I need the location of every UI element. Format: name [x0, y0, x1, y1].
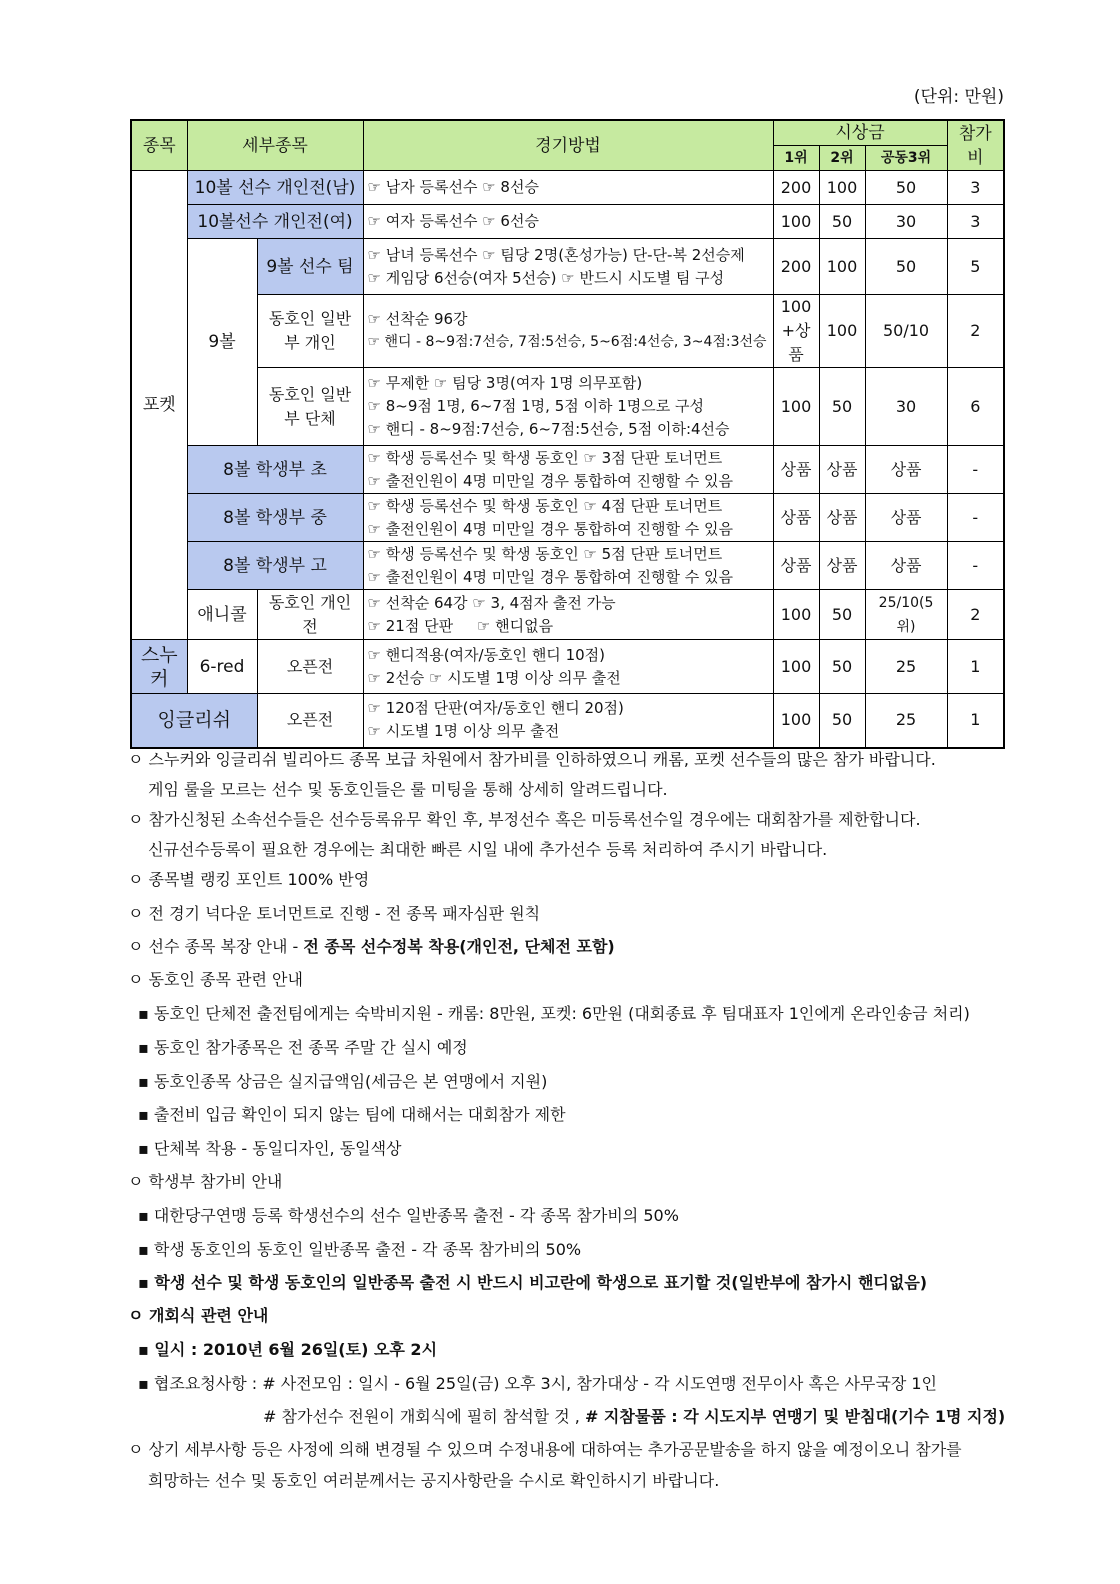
- prize-2: 100: [819, 171, 865, 205]
- table-row: [131, 368, 1004, 446]
- sub-event: 8볼 학생부 초: [187, 446, 363, 494]
- header-first: 1위: [773, 146, 819, 171]
- note-bullet: ▪ 동호인 단체전 출전팀에게는 숙박비지원 - 캐롬: 8만원, 포켓: 6만원 (대회종료 후 팀대표자 1인에게 온라인송금 처리): [138, 1004, 970, 1023]
- note-line: ㅇ 종목별 랭킹 포인트 100% 반영: [128, 870, 370, 889]
- sub-event: 오픈전: [257, 694, 363, 748]
- sub-event: 동호인 일반부 개인: [257, 295, 363, 368]
- prize-2: 100: [819, 239, 865, 295]
- note-line: ㅇ 학생부 참가비 안내: [128, 1172, 283, 1191]
- note-line: 게임 룰을 모르는 선수 및 동호인들은 룰 미팅을 통해 상세히 알려드립니다.: [148, 780, 668, 799]
- table-row: [131, 295, 1004, 368]
- method-cell: ☞ 여자 등록선수 ☞ 6선승: [363, 205, 773, 239]
- note-line: ㅇ 참가신청된 소속선수들은 선수등록유무 확인 후, 부정선수 혹은 미등록선수일 경우에는 대회참가를 제한합니다.: [128, 810, 921, 829]
- unit-label: (단위: 만원): [913, 87, 1004, 107]
- note-bullet: ▪ 동호인 참가종목은 전 종목 주말 간 실시 예정: [138, 1038, 468, 1057]
- table-row: [131, 590, 1004, 640]
- prize-1: 상품: [773, 494, 819, 542]
- anicall-group: 애니콜: [187, 590, 257, 640]
- prize-1: 100: [773, 205, 819, 239]
- table-row: [131, 542, 1004, 590]
- prize-1: 100: [773, 368, 819, 446]
- prize-3: 50: [865, 239, 947, 295]
- prize-3: 25: [865, 640, 947, 694]
- fee: 6: [947, 368, 1004, 446]
- fee: 2: [947, 295, 1004, 368]
- table-row: [131, 494, 1004, 542]
- sub-event: 동호인 개인전: [257, 590, 363, 640]
- note-bullet: ▪ 일시 : 2010년 6월 26일(토) 오후 2시: [138, 1340, 438, 1359]
- prize-3: 25/10(5위): [865, 590, 947, 640]
- prize-1: 200: [773, 171, 819, 205]
- prize-3: 상품: [865, 542, 947, 590]
- table-row: [131, 640, 1004, 694]
- table-row: [131, 171, 1004, 205]
- method-cell: ☞ 남녀 등록선수 ☞ 팀당 2명(혼성가능) 단-단-복 2선승제 ☞ 게임당 6선승(여자 5선승) ☞ 반드시 시도별 팀 구성: [363, 239, 773, 295]
- category-english: 잉글리쉬: [131, 694, 257, 748]
- method-cell: ☞ 학생 등록선수 및 학생 동호인 ☞ 5점 단판 토너먼트 ☞ 출전인원이 4명 미만일 경우 통합하여 진행할 수 있음: [363, 542, 773, 590]
- header-sub: 세부종목: [187, 120, 363, 171]
- method-cell: ☞ 무제한 ☞ 팀당 3명(여자 1명 의무포함) ☞ 8~9점 1명, 6~7점 1명, 5점 이하 1명으로 구성 ☞ 핸디 - 8~9점:7선승, 6~7점:5선승, 5점 이하:4선승: [363, 368, 773, 446]
- sub-event: 9볼 선수 팀: [257, 239, 363, 295]
- method-cell: ☞ 선착순 64강 ☞ 3, 4점자 출전 가능 ☞ 21점 단판 ☞ 핸디없음: [363, 590, 773, 640]
- fee: -: [947, 446, 1004, 494]
- fee: 3: [947, 171, 1004, 205]
- prize-2: 50: [819, 640, 865, 694]
- note-line: ㅇ 상기 세부사항 등은 사정에 의해 변경될 수 있으며 수정내용에 대하여는 추가공문발송을 하지 않을 예정이오니 참가를: [128, 1440, 962, 1459]
- method-cell: ☞ 학생 등록선수 및 학생 동호인 ☞ 3점 단판 토너먼트 ☞ 출전인원이 4명 미만일 경우 통합하여 진행할 수 있음: [363, 446, 773, 494]
- method-cell: ☞ 선착순 96강 ☞ 핸디 - 8~9점:7선승, 7점:5선승, 5~6점:4선승, 3~4점:3선승: [363, 295, 773, 368]
- sub-event: 8볼 학생부 고: [187, 542, 363, 590]
- prize-3: 30: [865, 205, 947, 239]
- header-second: 2위: [819, 146, 865, 171]
- header-category: 종목: [131, 120, 187, 171]
- fee: 1: [947, 694, 1004, 748]
- prize-3: 30: [865, 368, 947, 446]
- sub-event: 10볼 선수 개인전(남): [187, 171, 363, 205]
- prize-2: 50: [819, 368, 865, 446]
- prize-3: 상품: [865, 446, 947, 494]
- note-bullet: ▪ 단체복 착용 - 동일디자인, 동일색상: [138, 1139, 402, 1158]
- prize-2: 상품: [819, 494, 865, 542]
- table-row: [131, 694, 1004, 748]
- prize-3: 상품: [865, 494, 947, 542]
- schedule-table: [130, 119, 1005, 749]
- note-line: ㅇ 스누커와 잉글리쉬 빌리아드 종목 보급 차원에서 참가비를 인하하였으니 캐롬, 포켓 선수들의 많은 참가 바랍니다.: [128, 750, 936, 769]
- prize-1: 100 +상품: [773, 295, 819, 368]
- fee: -: [947, 494, 1004, 542]
- prize-1: 200: [773, 239, 819, 295]
- prize-2: 50: [819, 694, 865, 748]
- fee: 5: [947, 239, 1004, 295]
- table-row: [131, 446, 1004, 494]
- header-third: 공동3위: [865, 146, 947, 171]
- note-line: ㅇ 선수 종목 복장 안내 - 전 종목 선수정복 착용(개인전, 단체전 포함): [128, 937, 615, 956]
- note-bullet: ▪ 학생 선수 및 학생 동호인의 일반종목 출전 시 반드시 비고란에 학생으로 표기할 것(일반부에 참가시 핸디없음): [138, 1273, 928, 1292]
- prize-3: 50/10: [865, 295, 947, 368]
- sixred-group: 6-red: [187, 640, 257, 694]
- prize-3: 25: [865, 694, 947, 748]
- header-prize: 시상금: [773, 120, 947, 146]
- fee: 2: [947, 590, 1004, 640]
- method-cell: ☞ 학생 등록선수 및 학생 동호인 ☞ 4점 단판 토너먼트 ☞ 출전인원이 4명 미만일 경우 통합하여 진행할 수 있음: [363, 494, 773, 542]
- note-bullet: ▪ 협조요청사항 : # 사전모임 : 일시 - 6월 25일(금) 오후 3시, 참가대상 - 각 시도연맹 전무이사 혹은 사무국장 1인: [138, 1374, 938, 1393]
- fee: -: [947, 542, 1004, 590]
- prize-3: 50: [865, 171, 947, 205]
- note-line: 희망하는 선수 및 동호인 여러분께서는 공지사항란을 수시로 확인하시기 바랍니다.: [148, 1471, 720, 1490]
- note-bullet: ▪ 동호인종목 상금은 실지급액임(세금은 본 연맹에서 지원): [138, 1072, 548, 1091]
- prize-1: 100: [773, 590, 819, 640]
- prize-2: 상품: [819, 542, 865, 590]
- method-cell: ☞ 핸디적용(여자/동호인 핸디 10점) ☞ 2선승 ☞ 시도별 1명 이상 의무 출전: [363, 640, 773, 694]
- nine-ball-group: 9볼: [187, 239, 257, 446]
- table-row: [131, 205, 1004, 239]
- prize-2: 100: [819, 295, 865, 368]
- fee: 3: [947, 205, 1004, 239]
- note-bullet: ▪ 출전비 입금 확인이 되지 않는 팀에 대해서는 대회참가 제한: [138, 1105, 566, 1124]
- category-snooker: 스누커: [131, 640, 187, 694]
- note-line: ㅇ 전 경기 넉다운 토너먼트로 진행 - 전 종목 패자심판 원칙: [128, 904, 541, 923]
- prize-2: 상품: [819, 446, 865, 494]
- note-bullet: ▪ 학생 동호인의 동호인 일반종목 출전 - 각 종목 참가비의 50%: [138, 1240, 582, 1259]
- prize-1: 상품: [773, 446, 819, 494]
- note-line: ㅇ 개회식 관련 안내: [128, 1306, 269, 1325]
- prize-1: 100: [773, 694, 819, 748]
- prize-2: 50: [819, 205, 865, 239]
- category-pocket: 포켓: [131, 171, 187, 640]
- prize-2: 50: [819, 590, 865, 640]
- prize-1: 100: [773, 640, 819, 694]
- sub-event: 10볼선수 개인전(여): [187, 205, 363, 239]
- note-bullet: ▪ 대한당구연맹 등록 학생선수의 선수 일반종목 출전 - 각 종목 참가비의 50%: [138, 1206, 679, 1225]
- sub-event: 8볼 학생부 중: [187, 494, 363, 542]
- sub-event: 동호인 일반부 단체: [257, 368, 363, 446]
- prize-1: 상품: [773, 542, 819, 590]
- header-fee: 참가비: [947, 120, 1004, 171]
- header-method: 경기방법: [363, 120, 773, 171]
- note-line: # 참가선수 전원이 개회식에 필히 참석할 것 , # 지참물품 : 각 시도지부 연맹기 및 받침대(기수 1명 지정): [263, 1407, 1006, 1426]
- fee: 1: [947, 640, 1004, 694]
- sub-event: 오픈전: [257, 640, 363, 694]
- note-line: 신규선수등록이 필요한 경우에는 최대한 빠른 시일 내에 추가선수 등록 처리하여 주시기 바랍니다.: [148, 840, 828, 859]
- table-row: [131, 239, 1004, 295]
- note-line: ㅇ 동호인 종목 관련 안내: [128, 970, 303, 989]
- method-cell: ☞ 120점 단판(여자/동호인 핸디 20점) ☞ 시도별 1명 이상 의무 출전: [363, 694, 773, 748]
- method-cell: ☞ 남자 등록선수 ☞ 8선승: [363, 171, 773, 205]
